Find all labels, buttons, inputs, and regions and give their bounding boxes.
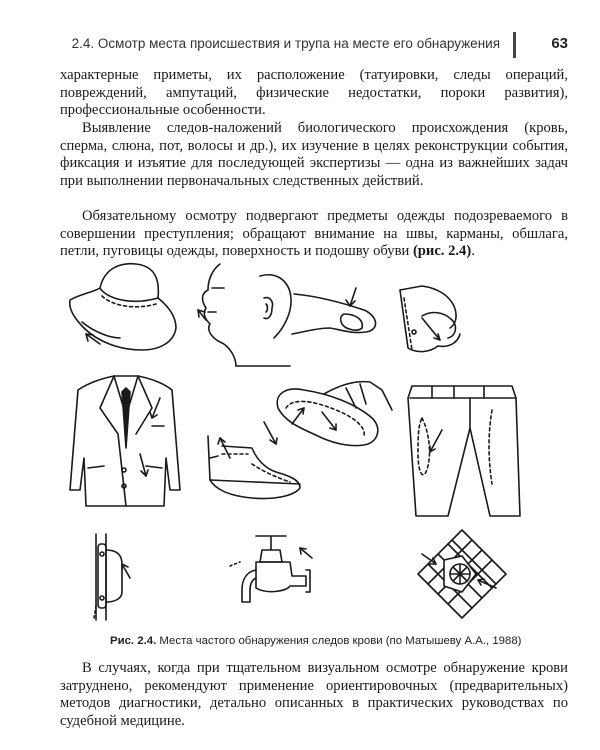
boot-sole-drawing [277, 382, 392, 446]
thumb-drawing [292, 288, 376, 334]
figure-2-4 [60, 258, 540, 628]
caption-label: Рис. 2.4. [110, 635, 157, 647]
trousers-drawing [408, 386, 520, 516]
figure-reference: (рис. 2.4) [412, 243, 472, 260]
paragraph-2: Выявление следов-наложений биологического происхождения (кровь, сперма, слюна, пот, волосы и др.), их изучение в целях реконструкции события, фиксация и изъятие для последующей экспертизы — одна из важнейших задач при выполнении первоначальных следственных действий. [60, 120, 568, 189]
parquet-floor-drawing [418, 530, 506, 618]
figure-illustration [60, 258, 540, 628]
running-title: 2.4. Осмотр места происшествия и трупа на месте его обнаружения [71, 36, 500, 51]
paragraph-3-end: . [471, 243, 475, 260]
figure-caption [110, 635, 590, 647]
caption-text: Места частого обнаружения следов крови (по Матышеву А.А., 1988) [156, 635, 522, 647]
shoe-drawing [208, 422, 300, 499]
paragraph-4: В случаях, когда при тщательном визуальном осмотре обнаружение крови затруднено, рекомендуют применение ориентировочных (предварительных) методов диагностики, детально описанных в практических руководствах по судебной медицине. [60, 660, 568, 729]
header-divider [513, 32, 516, 58]
face-drawing [198, 264, 291, 366]
hat-drawing [70, 264, 176, 350]
paragraph-3-text: Обязательному осмотру подвергают предметы одежды подозреваемого в совершении преступления; обращают внимание на швы, карманы, обшлага, петли, пуговицы одежды, поверхность и подошву обуви [60, 208, 568, 260]
page-number: 63 [551, 35, 568, 52]
jacket-drawing [70, 376, 180, 506]
door-handle-drawing [94, 534, 130, 620]
paragraph-3 [60, 208, 568, 261]
faucet-drawing [230, 536, 312, 602]
cuff-hand-drawing [400, 286, 460, 352]
paragraph-1: характерные приметы, их расположение (татуировки, следы операций, повреждений, ампутаций, физические недостатки, пороки развития), профессиональные особенности. [60, 67, 568, 119]
running-header [60, 36, 568, 58]
